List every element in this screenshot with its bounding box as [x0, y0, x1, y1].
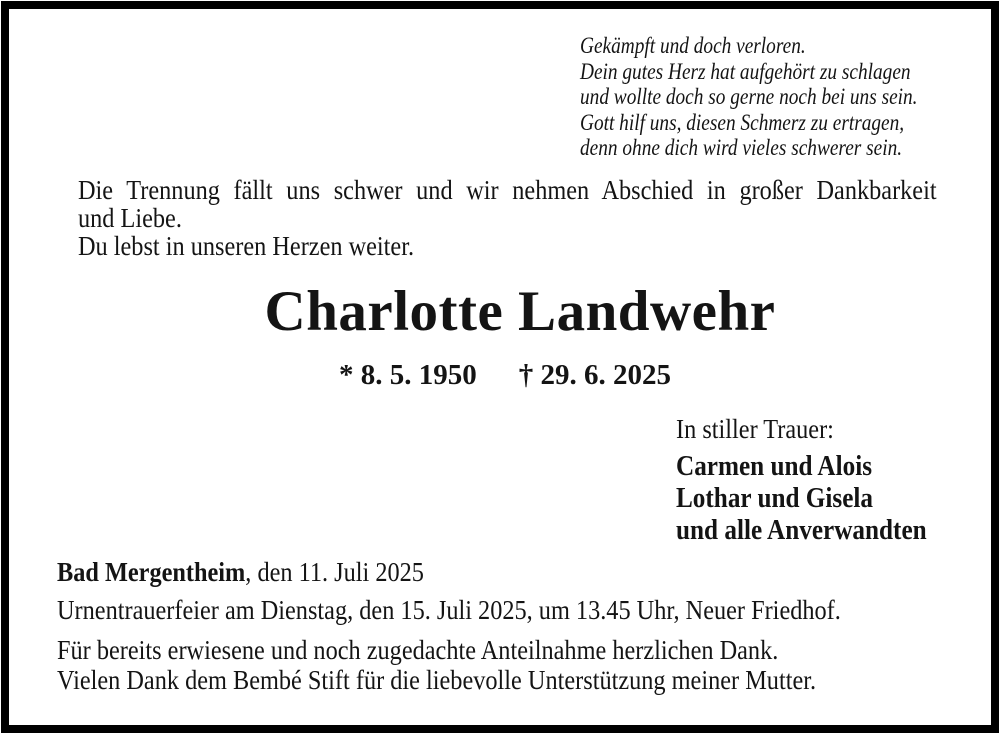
farewell-line: und Liebe. — [78, 203, 182, 233]
mourning-heading: In stiller Trauer: — [676, 414, 834, 444]
poem-line: Gott hilf uns, diesen Schmerz zu ertragen, — [580, 109, 905, 135]
place-date-line — [57, 558, 424, 586]
mourner-line: Lothar und Gisela — [676, 483, 873, 514]
deceased-name: Charlotte Landwehr — [264, 280, 776, 343]
thanks-line-1: Für bereits erwiesene und noch zugedachte Anteilnahme herzlichen Dank. — [57, 635, 779, 665]
birth-date: * 8. 5. 1950 — [339, 359, 477, 391]
poem-line: denn ohne dich wird vieles schwerer sein. — [580, 135, 903, 161]
poem-block — [580, 33, 918, 161]
life-dates — [10, 361, 1000, 390]
death-date: † 29. 6. 2025 — [518, 359, 671, 391]
mourner-line: und alle Anverwandten — [676, 515, 927, 546]
poem-line: Dein gutes Herz hat aufgehört zu schlagen — [580, 58, 911, 84]
ceremony-line: Urnentrauerfeier am Dienstag, den 15. Juli 2025, um 13.45 Uhr, Neuer Friedhof. — [57, 595, 841, 625]
thanks-line-2: Vielen Dank dem Bembé Stift für die liebevolle Unterstützung meiner Mutter. — [57, 665, 817, 695]
poem-line: und wollte doch so gerne noch bei uns sein. — [580, 84, 918, 110]
mourner-line: Carmen und Alois — [676, 451, 873, 482]
mourning-block — [676, 415, 927, 547]
farewell-paragraph — [78, 176, 937, 260]
city-name: Bad Mergentheim — [57, 557, 246, 587]
poem-line: Gekämpft und doch verloren. — [580, 33, 806, 58]
notice-date: , den 11. Juli 2025 — [245, 557, 424, 587]
farewell-line: Du lebst in unseren Herzen weiter. — [78, 231, 415, 261]
mourner-list — [676, 451, 927, 547]
farewell-line: Die Trennung fällt uns schwer und wir nehmen Abschied in großer Dankbarkeit — [78, 175, 937, 205]
